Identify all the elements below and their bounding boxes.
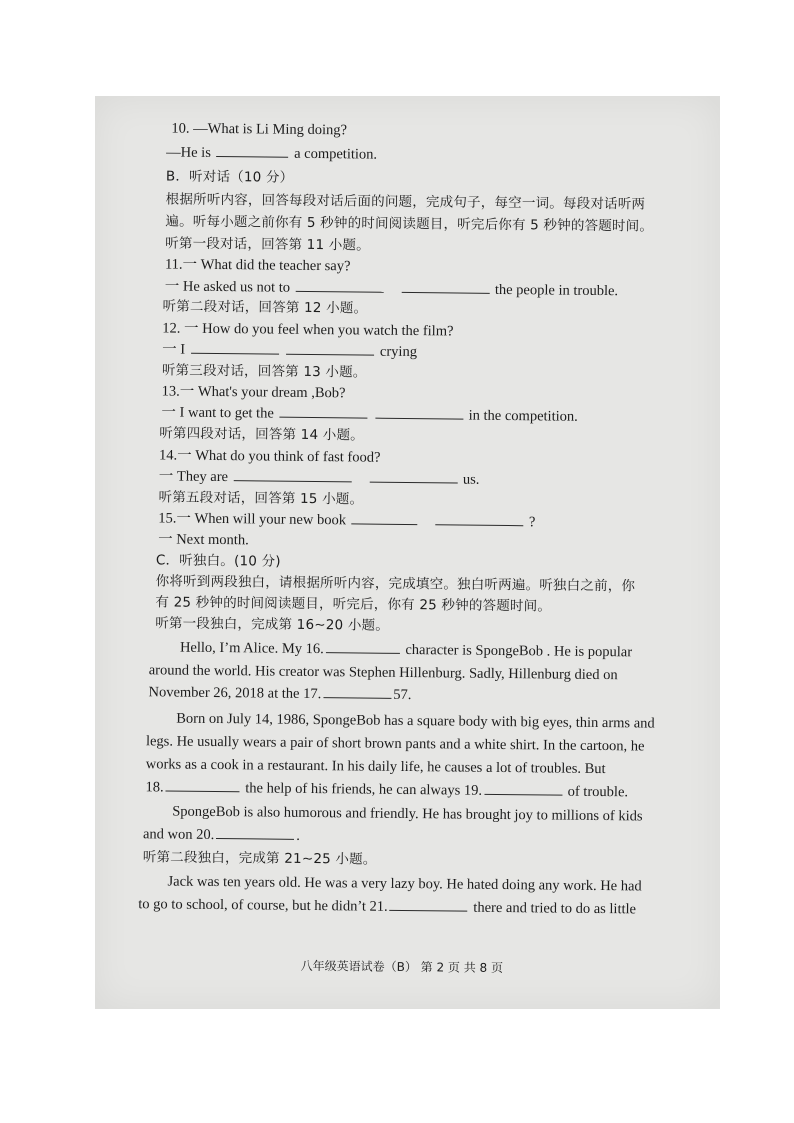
passage-1-line-1 — [180, 639, 632, 662]
passage-1-line-3-suffix: 57. — [393, 686, 412, 704]
q13-answer — [161, 403, 578, 425]
q15-question-prefix: 15.一 When will your new book — [158, 510, 347, 529]
passage-1-line-2: around the world. His creator was Stephen Hillenburg. Sadly, Hillenburg died on — [148, 662, 618, 684]
passage-2-line-2: legs. He usually wears a pair of short brown pants and a white shirt. In the cartoon, he — [145, 733, 645, 755]
q15-blank-2[interactable] — [435, 512, 523, 526]
q12-answer — [162, 340, 417, 361]
dialog-1-label: 听第一段对话，回答第 11 小题。 — [165, 235, 370, 254]
q14-answer — [159, 467, 480, 488]
monologue-2-label: 听第二段独白，完成第 21~25 小题。 — [142, 849, 377, 868]
passage-2-line-3: works as a cook in a restaurant. In his daily life, he causes a lot of troubles. But — [145, 756, 606, 778]
passage-1-line-3-prefix: November 26, 2018 at the 17. — [148, 684, 322, 703]
passage-4-line-2 — [138, 895, 636, 918]
blank-16[interactable] — [326, 640, 400, 654]
blank-21[interactable] — [390, 898, 468, 912]
dialog-4-label: 听第四段对话，回答第 14 小题。 — [159, 425, 364, 444]
exam-content — [95, 96, 720, 1009]
section-c-instructions-2: 有 25 秒钟的时间阅读题目，听完后，你有 25 秒钟的答题时间。 — [155, 594, 552, 615]
q11-blank-1[interactable] — [296, 279, 384, 293]
q11-blank-2[interactable] — [401, 280, 489, 294]
q11-answer-suffix: the people in trouble. — [494, 281, 619, 300]
q10-question: 10. —What is Li Ming doing? — [171, 120, 348, 139]
passage-3-line-2-prefix: and won 20. — [142, 826, 215, 843]
passage-2-line-4-prefix: 18. — [145, 779, 164, 796]
q14-answer-suffix: us. — [462, 471, 480, 488]
q10-answer-prefix: —He is — [166, 144, 211, 161]
exam-page — [95, 96, 720, 1009]
q12-blank-2[interactable] — [286, 342, 374, 356]
q10-blank[interactable] — [216, 144, 288, 158]
passage-4-line-2-prefix: to go to school, of course, but he didn’t 21. — [138, 896, 388, 915]
section-c-heading: C．听独白。(10 分) — [155, 552, 281, 570]
q12-answer-suffix: crying — [379, 343, 418, 361]
q13-blank-1[interactable] — [279, 405, 367, 419]
blank-19[interactable] — [484, 782, 562, 796]
q11-question: 11.一 What did the teacher say? — [164, 256, 351, 275]
section-c-instructions-1: 你将听到两段独白，请根据所听内容，完成填空。独白听两遍。听独白之前，你 — [155, 573, 636, 595]
passage-2-line-4-middle: the help of his friends, he can always 19. — [245, 780, 483, 799]
passage-1-line-3 — [148, 683, 411, 704]
q14-blank-1[interactable] — [234, 468, 352, 482]
q14-answer-prefix: 一 They are — [158, 468, 229, 486]
q14-blank-2[interactable] — [369, 470, 457, 484]
passage-1-line-1-prefix: Hello, I’m Alice. My 16. — [179, 639, 324, 658]
section-b-instructions-1: 根据所听内容，回答每段对话后面的问题，完成句子，每空一词。每段对话听两 — [165, 191, 646, 213]
passage-4-line-2-suffix: there and tried to do as little — [473, 899, 637, 918]
passage-2-line-4 — [145, 778, 628, 801]
dialog-3-label: 听第三段对话，回答第 13 小题。 — [161, 362, 367, 381]
blank-17[interactable] — [323, 685, 391, 699]
q15-answer: 一 Next month. — [158, 531, 249, 549]
section-b-heading: B．听对话（10 分） — [165, 168, 294, 186]
blank-18[interactable] — [166, 778, 240, 792]
q10-answer-suffix: a competition. — [294, 145, 378, 163]
q14-question: 14.一 What do you think of fast food? — [158, 447, 381, 466]
blank-20[interactable] — [216, 826, 294, 840]
q10-answer — [166, 143, 377, 163]
passage-2-line-1: Born on July 14, 1986, SpongeBob has a square body with big eyes, thin arms and — [176, 710, 655, 732]
q12-blank-1[interactable] — [191, 341, 279, 355]
q15-question — [158, 509, 535, 531]
q13-blank-2[interactable] — [375, 406, 463, 420]
q15-blank-1[interactable] — [352, 511, 418, 525]
passage-2-line-4-suffix: of trouble. — [567, 783, 629, 801]
page-footer: 八年级英语试卷（B） 第 2 页 共 8 页 — [300, 958, 504, 976]
q15-question-suffix: ? — [528, 514, 536, 531]
dialog-2-label: 听第二段对话，回答第 12 小题。 — [162, 298, 368, 317]
dialog-5-label: 听第五段对话，回答第 15 小题。 — [158, 489, 364, 508]
q13-answer-prefix: 一 I want to get the — [161, 404, 274, 422]
passage-1-line-1-suffix: character is SpongeBob . He is popular — [405, 641, 633, 661]
q11-answer-prefix: 一 He asked us not to — [164, 278, 291, 296]
q13-question: 13.一 What's your dream ,Bob? — [161, 383, 346, 402]
monologue-1-label: 听第一段独白，完成第 16~20 小题。 — [155, 615, 390, 634]
passage-4-line-1: Jack was ten years old. He was a very lazy boy. He hated doing any work. He had — [167, 873, 642, 895]
q12-answer-prefix: 一 I — [162, 341, 186, 358]
q12-question: 12. 一 How do you feel when you watch the film? — [162, 320, 454, 340]
passage-3-line-1: SpongeBob is also humorous and friendly. He has brought joy to millions of kids — [172, 803, 643, 825]
passage-3-line-2 — [143, 825, 300, 845]
q11-answer — [165, 277, 619, 300]
section-b-instructions-2: 遍。听每小题之前你有 5 秒钟的时间阅读题目，听完后你有 5 秒钟的答题时间。 — [165, 213, 654, 235]
passage-3-line-2-suffix: . — [296, 827, 301, 844]
q13-answer-suffix: in the competition. — [468, 407, 578, 425]
